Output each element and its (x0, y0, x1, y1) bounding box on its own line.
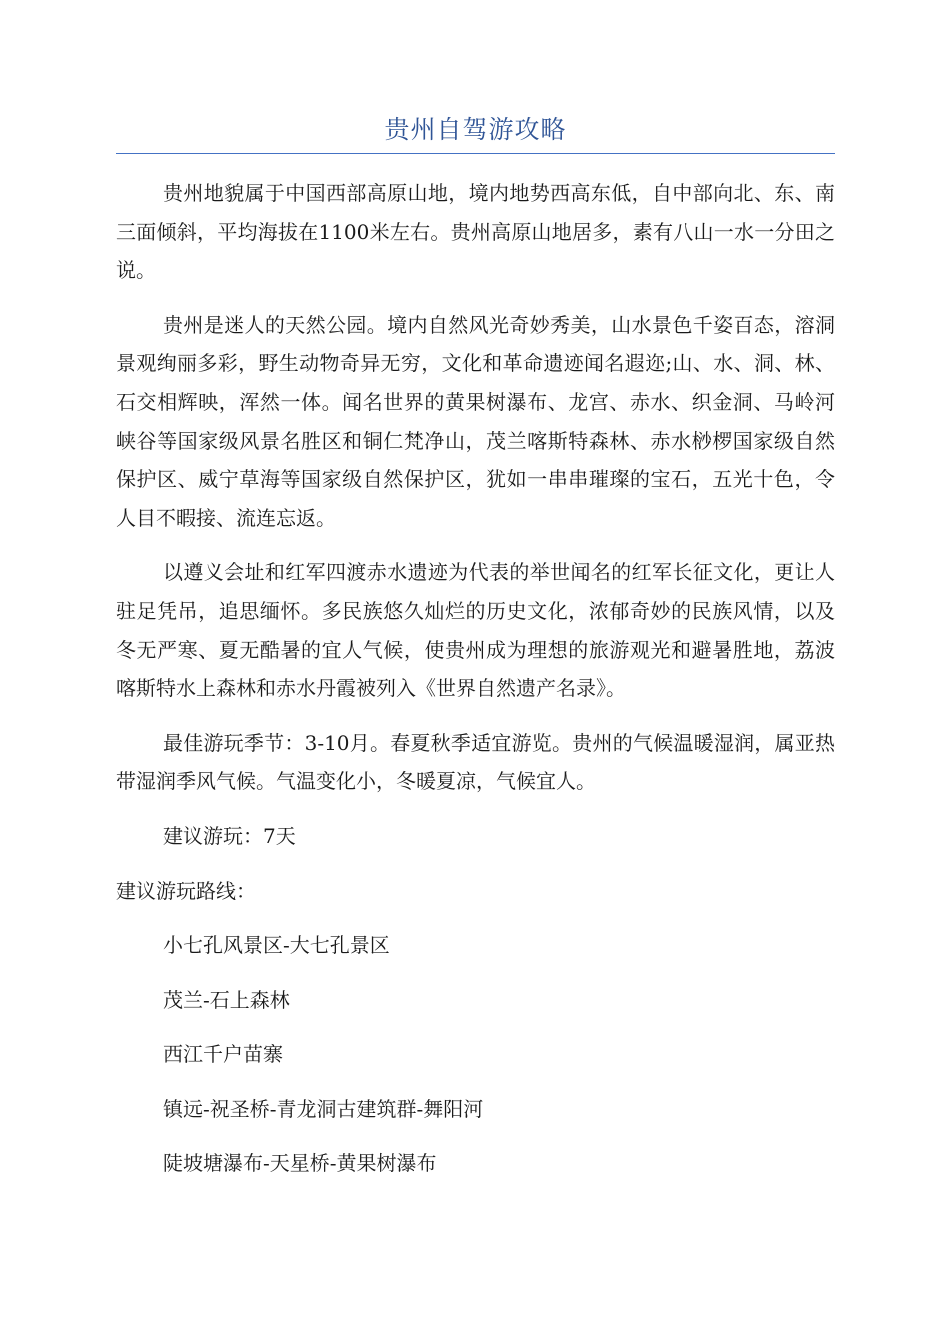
paragraph-terrain: 贵州地貌属于中国西部高原山地，境内地势西高东低，自中部向北、东、南三面倾斜，平均海拔在1100米左右。贵州高原山地居多，素有八山一水一分田之说。 (116, 181, 835, 283)
document-title: 贵州自驾游攻略 (384, 115, 567, 144)
paragraph-suggested-days: 建议游玩：7天 (163, 823, 296, 848)
document-body (116, 174, 835, 1199)
route-item: 西江千户苗寨 (163, 1042, 283, 1067)
paragraph-culture: 以遵义会址和红军四渡赤水遗迹为代表的举世闻名的红军长征文化，更让人驻足凭吊，追思缅怀。多民族悠久灿烂的历史文化，浓郁奇妙的民族风情，以及冬无严寒、夏无酷暑的宜人气候，使贵州成为理想的旅游观光和避暑胜地，荔波喀斯特水上森林和赤水丹霞被列入《世界自然遗产名录》。 (116, 560, 835, 701)
route-item: 镇远-祝圣桥-青龙洞古建筑群-舞阳河 (163, 1096, 484, 1121)
route-item: 茂兰-石上森林 (163, 987, 290, 1012)
paragraph-best-season: 最佳游玩季节：3-10月。春夏秋季适宜游览。贵州的气候温暖湿润，属亚热带湿润季风气候。气温变化小，冬暖夏凉，气候宜人。 (116, 730, 835, 794)
route-item: 陡坡塘瀑布-天星桥-黄果树瀑布 (163, 1151, 437, 1176)
paragraph-scenery: 贵州是迷人的天然公园。境内自然风光奇妙秀美，山水景色千姿百态，溶洞景观绚丽多彩，野生动物奇异无穷，文化和革命遗迹闻名遐迩;山、水、洞、林、石交相辉映，浑然一体。闻名世界的黄果树瀑布、龙宫、赤水、织金洞、马岭河峡谷等国家级风景名胜区和铜仁梵净山，茂兰喀斯特森林、赤水桫椤国家级自然保护区、威宁草海等国家级自然保护区，犹如一串串璀璨的宝石，五光十色，令人目不暇接、流连忘返。 (116, 312, 835, 530)
route-item: 小七孔风景区-大七孔景区 (163, 933, 390, 958)
title-underline (116, 153, 835, 154)
routes-heading: 建议游玩路线： (116, 878, 256, 903)
